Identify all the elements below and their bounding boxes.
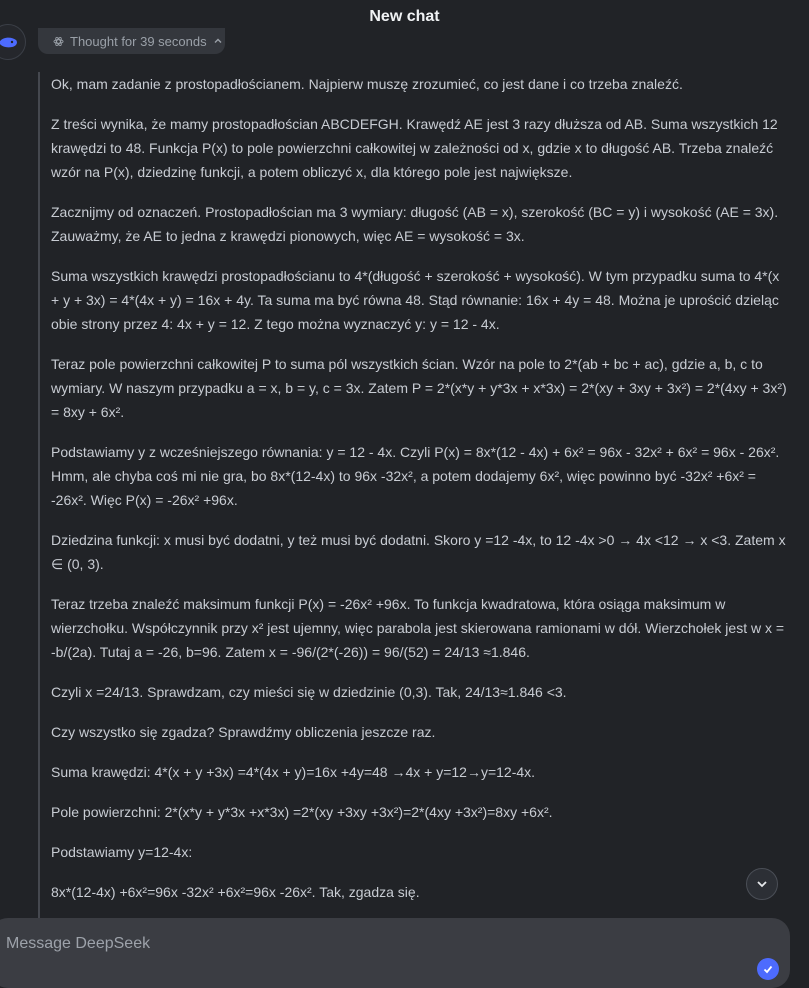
message-composer [0, 918, 790, 988]
chevron-down-icon [755, 877, 769, 891]
thought-paragraph: Podstawiamy y z wcześniejszego równania: y = 12 - 4x. Czyli P(x) = 8x*(12 - 4x) + 6x² = 96x - 32x² + 6x² = 96x - 26x². Hmm, ale chyba coś mi nie gra, bo 8x*(12-4x) to 96x -32x², a potem dodajemy 6x², więc powinno być -32x² +6x² = -26x². Więc P(x) = -26x² +96x. [51, 444, 780, 508]
check-icon [762, 963, 774, 975]
whale-logo-icon [0, 34, 19, 50]
thought-paragraph: Dziedzina funkcji: x musi być dodatni, y też musi być dodatni. Skoro y =12 -4x, to 12 -4x >0 → 4x <12 → x <3. Zatem x ∈ (0, 3). [51, 532, 786, 572]
thought-label: Thought for 39 seconds [70, 33, 207, 49]
thought-paragraph: Z treści wynika, że mamy prostopadłościan ABCDEFGH. Krawędź AE jest 3 razy dłuższa od AB. Suma wszystkich 12 krawędzi to 48. Funkcja P(x) to pole powierzchni całkowitej w zależności od x, gdzie x to długość AB. Trzeba znaleźć wzór na P(x), dziedzinę funkcji, a potem obliczyć x, dla którego pole jest największe. [51, 116, 778, 180]
message-input[interactable] [4, 934, 708, 954]
thought-paragraph: Pole powierzchni: 2*(x*y + y*3x +x*3x) =2*(xy +3xy +3x²)=2*(4xy +3x²)=8xy +6x². [51, 804, 553, 820]
thought-toggle[interactable] [38, 28, 225, 54]
thought-paragraph: 8x*(12-4x) +6x²=96x -32x² +6x²=96x -26x². Tak, zgadza się. [51, 884, 420, 900]
send-button[interactable] [757, 958, 779, 980]
thought-paragraph: Zacznijmy od oznaczeń. Prostopadłościan ma 3 wymiary: długość (AB = x), szerokość (BC = y) i wysokość (AE = 3x). Zauważmy, że AE to jedna z krawędzi pionowych, więc AE = wysokość = 3x. [51, 204, 779, 244]
thought-paragraph: Teraz trzeba znaleźć maksimum funkcji P(x) = -26x² +96x. To funkcja kwadratowa, która osiąga maksimum w wierzchołku. Współczynnik przy x² jest ujemny, więc parabola jest skierowana ramionami w dół. Wierzchołek jest w x = -b/(2a). Tutaj a = -26, b=96. Zatem x = -96/(2*(-26)) = 96/(52) = 24/13 ≈1.846. [51, 596, 785, 660]
scroll-to-bottom-button[interactable] [746, 868, 778, 900]
thought-paragraph: Ok, mam zadanie z prostopadłościanem. Najpierw muszę zrozumieć, co jest dane i co trzeba znaleźć. [51, 76, 683, 92]
thought-paragraph: Suma krawędzi: 4*(x + y +3x) =4*(4x + y)=16x +4y=48 →4x + y=12→y=12-4x. [51, 764, 536, 780]
chevron-up-icon [213, 36, 223, 46]
atom-icon [53, 36, 64, 47]
thought-paragraph: Podstawiamy y=12-4x: [51, 844, 193, 860]
thinking-content [38, 72, 798, 922]
chat-title: New chat [369, 8, 440, 25]
thought-paragraph: Czy wszystko się zgadza? Sprawdźmy obliczenia jeszcze raz. [51, 724, 436, 740]
thought-paragraph: Teraz pole powierzchni całkowitej P to suma pól wszystkich ścian. Wzór na pole to 2*(ab + bc + ac), gdzie a, b, c to wymiary. W naszym przypadku a = x, b = y, c = 3x. Zatem P = 2*(x*y + y*3x + x*3x) = 2*(xy + 3xy + 3x²) = 2*(4xy + 3x²) = 8xy + 6x². [51, 356, 787, 420]
thought-paragraph: Czyli x =24/13. Sprawdzam, czy mieści się w dziedzinie (0,3). Tak, 24/13≈1.846 <3. [51, 684, 567, 700]
thought-paragraph: Suma wszystkich krawędzi prostopadłościanu to 4*(długość + szerokość + wysokość). W tym przypadku suma to 4*(x + y + 3x) = 4*(4x + y) = 16x + 4y. Ta suma ma być równa 48. Stąd równanie: 16x + 4y = 48. Można je uprościć dzieląc obie strony przez 4: 4x + y = 12. Z tego można wyznaczyć y: y = 12 - 4x. [51, 268, 780, 332]
